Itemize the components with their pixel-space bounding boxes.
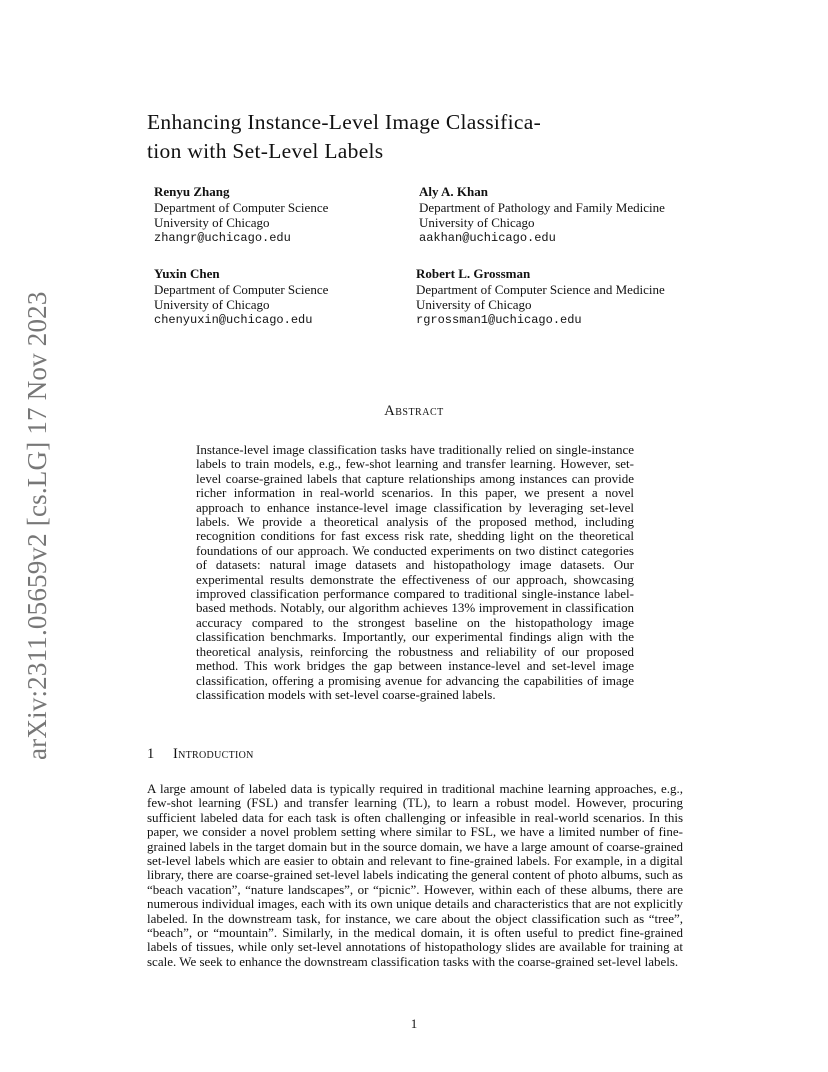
author-block-2 — [419, 184, 665, 246]
title-line-1: Enhancing Instance-Level Image Classifica- — [147, 110, 542, 134]
author-name: Renyu Zhang — [154, 184, 230, 199]
paper-title — [147, 108, 687, 166]
author-email[interactable]: aakhan@uchicago.edu — [419, 230, 556, 245]
author-email[interactable]: rgrossman1@uchicago.edu — [416, 312, 582, 327]
author-affiliation: Department of Computer Science — [154, 199, 329, 215]
section-title: Introduction — [173, 746, 254, 762]
arxiv-identifier: arXiv:2311.05659v2 [cs.LG] 17 Nov 2023 — [22, 291, 52, 760]
author-email[interactable]: chenyuxin@uchicago.edu — [154, 312, 313, 327]
section-number: 1 — [147, 746, 155, 762]
author-institution: University of Chicago — [154, 215, 270, 230]
author-name: Robert L. Grossman — [416, 266, 531, 281]
author-block-3 — [154, 266, 328, 328]
author-block-1 — [154, 184, 328, 246]
author-block-4 — [416, 266, 665, 328]
author-email[interactable]: zhangr@uchicago.edu — [154, 230, 291, 245]
page-number: 1 — [410, 1016, 418, 1031]
author-name: Yuxin Chen — [154, 266, 220, 281]
introduction-paragraph: A large amount of labeled data is typically required in traditional machine learning approaches, e.g., few-shot learning (FSL) and transfer learning (TL), to learn a robust model. However, procuring sufficient labeled data for each task is often challenging or infeasible in real-world scenarios. In this paper, we consider a novel problem setting where similar to FSL, we have a limited number of fine-grained labels in the target domain but in the source domain, we have a large amount of coarse-grained set-level labels which are easier to obtain and relevant to fine-grained labels. For example, in a digital library, there are coarse-grained set-level labels indicating the general content of photo albums, such as “beach vacation”, “nature landscapes”, or “picnic”. However, within each of these albums, there are numerous individual images, each with its own unique details and characteristics that are not explicitly labeled. In the downstream task, for instance, we care about the object classification such as “tree”, “beach”, or “mountain”. Similarly, in the medical domain, it is often useful to predict fine-grained labels of tissues, while only set-level annotations of histopathology slides are available for training at scale. We seek to enhance the downstream classification tasks with the coarse-grained set-level labels. — [147, 781, 683, 969]
author-institution: University of Chicago — [154, 297, 270, 312]
section-heading — [147, 746, 254, 763]
title-line-2: tion with Set-Level Labels — [147, 139, 384, 163]
abstract-text: Instance-level image classification tasks have traditionally relied on single-instance labels to train models, e.g., few-shot learning and transfer learning. However, set-level coarse-grained labels that capture relationships among instances can provide richer information in real-world scenarios. In this paper, we present a novel approach to enhance instance-level image classification by leveraging set-level labels. We provide a theoretical analysis of the proposed method, including recognition conditions for fast excess risk rate, shedding light on the theoretical foundations of our approach. We conducted experiments on two distinct categories of datasets: natural image datasets and histopathology image datasets. Our experimental results demonstrate the effectiveness of our approach, showcasing improved classification performance compared to traditional single-instance label-based methods. Notably, our algorithm achieves 13% improvement in classification accuracy compared to the strongest baseline on the histopathology image classification benchmarks. Importantly, our experimental findings align with the theoretical analysis, reinforcing the robustness and reliability of our proposed method. This work bridges the gap between instance-level and set-level image classification, offering a promising avenue for advancing the capabilities of image classification models with set-level coarse-grained labels. — [196, 442, 634, 702]
author-affiliation: Department of Computer Science — [154, 281, 329, 297]
author-affiliation: Department of Computer Science and Medicine — [416, 281, 665, 297]
abstract-heading: Abstract — [384, 403, 444, 419]
author-institution: University of Chicago — [419, 215, 535, 230]
author-affiliation: Department of Pathology and Family Medicine — [419, 199, 665, 215]
author-name: Aly A. Khan — [419, 184, 488, 199]
author-institution: University of Chicago — [416, 297, 532, 312]
